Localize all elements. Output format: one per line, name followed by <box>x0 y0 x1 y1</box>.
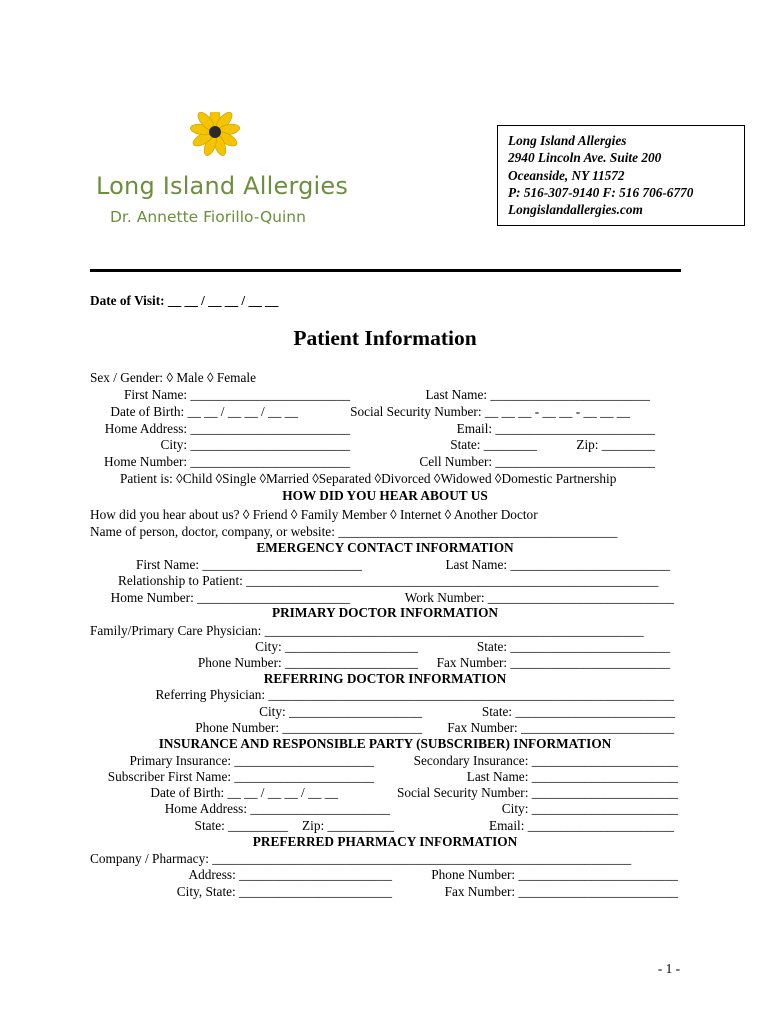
page-number: - 1 - <box>657 961 680 976</box>
insurance-heading: INSURANCE AND RESPONSIBLE PARTY (SUBSCRIBER) INFORMATION <box>158 736 612 751</box>
subscriber-state-field: State: _________ <box>194 818 288 833</box>
referring-state-field: State: ________________________ <box>481 704 675 719</box>
cell-number-field: Cell Number: ________________________ <box>419 454 655 469</box>
page-title: Patient Information <box>293 326 477 350</box>
referring-phone-field: Phone Number: _____________________ <box>195 720 422 735</box>
pharmacy-company-field: Company / Pharmacy: _______________________________________________________________ <box>90 851 632 866</box>
primary-state-field: State: ________________________ <box>476 639 670 654</box>
subscriber-ssn-field: Social Security Number: ______________________ <box>396 785 678 800</box>
subscriber-first-name-field: Subscriber First Name: _____________________ <box>107 769 374 784</box>
address-line-5: Longislandallergies.com <box>508 202 643 218</box>
address-line-2: 2940 Lincoln Ave. Suite 200 <box>508 150 662 166</box>
pharmacy-phone-field: Phone Number: ________________________ <box>431 867 678 882</box>
subscriber-zip-field: Zip: __________ <box>302 818 394 833</box>
header-divider <box>90 269 681 272</box>
primary-city-field: City: ____________________ <box>255 639 418 654</box>
referring-fax-field: Fax Number: _______________________ <box>447 720 674 735</box>
secondary-insurance-field: Secondary Insurance: ______________________ <box>413 753 678 768</box>
date-of-visit: Date of Visit: __ __ / __ __ / __ __ <box>90 293 279 308</box>
subscriber-email-field: Email: ______________________ <box>488 818 674 833</box>
home-address-field: Home Address: ________________________ <box>104 421 350 436</box>
address-line-3: Oceanside, NY 11572 <box>508 167 625 183</box>
primary-insurance-field: Primary Insurance: _____________________ <box>129 753 374 768</box>
subscriber-dob-field: Date of Birth: __ __ / __ __ / __ __ <box>150 785 338 800</box>
email-field: Email: ________________________ <box>456 421 655 436</box>
pharmacy-fax-field: Fax Number: ________________________ <box>444 884 678 899</box>
home-number-field: Home Number: ________________________ <box>104 454 350 469</box>
referral-name-field: Name of person, doctor, company, or website: __________________________________________ <box>90 524 618 539</box>
hear-about-us-options: How did you hear about us? ◊ Friend ◊ Family Member ◊ Internet ◊ Another Doctor <box>90 507 538 522</box>
primary-phone-field: Phone Number: ____________________ <box>197 655 418 670</box>
emergency-home-number-field: Home Number: _______________________ <box>110 590 350 605</box>
city-field: City: ________________________ <box>160 437 350 452</box>
logo-doctor-name: Dr. Annette Fiorillo-Quinn <box>110 208 306 226</box>
last-name-field: Last Name: ________________________ <box>425 387 650 402</box>
sex-gender-field: Sex / Gender: ◊ Male ◊ Female <box>90 370 257 385</box>
first-name-field: First Name: ________________________ <box>123 387 350 402</box>
pharmacy-city-state-field: City, State: _______________________ <box>176 884 392 899</box>
primary-fax-field: Fax Number: ________________________ <box>436 655 670 670</box>
address-line-4: P: 516-307-9140 F: 516 706-6770 <box>508 184 694 200</box>
zip-field: Zip: ________ <box>576 437 655 452</box>
pharmacy-heading: PREFERRED PHARMACY INFORMATION <box>252 834 518 849</box>
state-field: State: ________ <box>450 437 537 452</box>
practice-address-box <box>497 125 745 226</box>
address-line-1: Long Island Allergies <box>508 133 627 148</box>
subscriber-home-address-field: Home Address: _____________________ <box>164 801 390 816</box>
pharmacy-address-field: Address: _______________________ <box>188 867 392 882</box>
emergency-contact-heading: EMERGENCY CONTACT INFORMATION <box>256 540 514 555</box>
patient-status-options: Patient is: ◊Child ◊Single ◊Married ◊Separated ◊Divorced ◊Widowed ◊Domestic Partnership <box>120 471 617 486</box>
emergency-last-name-field: Last Name: ________________________ <box>445 557 670 572</box>
logo-name: Long Island Allergies <box>96 172 349 200</box>
referring-physician-field: Referring Physician: _____________________________________________________________ <box>155 687 674 702</box>
emergency-work-number-field: Work Number: ____________________________ <box>404 590 674 605</box>
date-of-birth-field: Date of Birth: __ __ / __ __ / __ __ <box>110 404 298 419</box>
ssn-field: Social Security Number: __ __ __ - __ __ - __ __ __ <box>350 404 630 419</box>
hear-about-us-heading: HOW DID YOU HEAR ABOUT US <box>282 488 488 503</box>
referring-doctor-heading: REFERRING DOCTOR INFORMATION <box>263 671 507 686</box>
referring-city-field: City: ____________________ <box>259 704 422 719</box>
primary-doctor-heading: PRIMARY DOCTOR INFORMATION <box>271 605 499 620</box>
primary-physician-field: Family/Primary Care Physician: _________________________________________________________ <box>90 623 644 638</box>
emergency-first-name-field: First Name: ________________________ <box>135 557 362 572</box>
relationship-field: Relationship to Patient: ______________________________________________________________ <box>118 573 659 588</box>
subscriber-last-name-field: Last Name: ______________________ <box>466 769 678 784</box>
subscriber-city-field: City: ______________________ <box>501 801 678 816</box>
